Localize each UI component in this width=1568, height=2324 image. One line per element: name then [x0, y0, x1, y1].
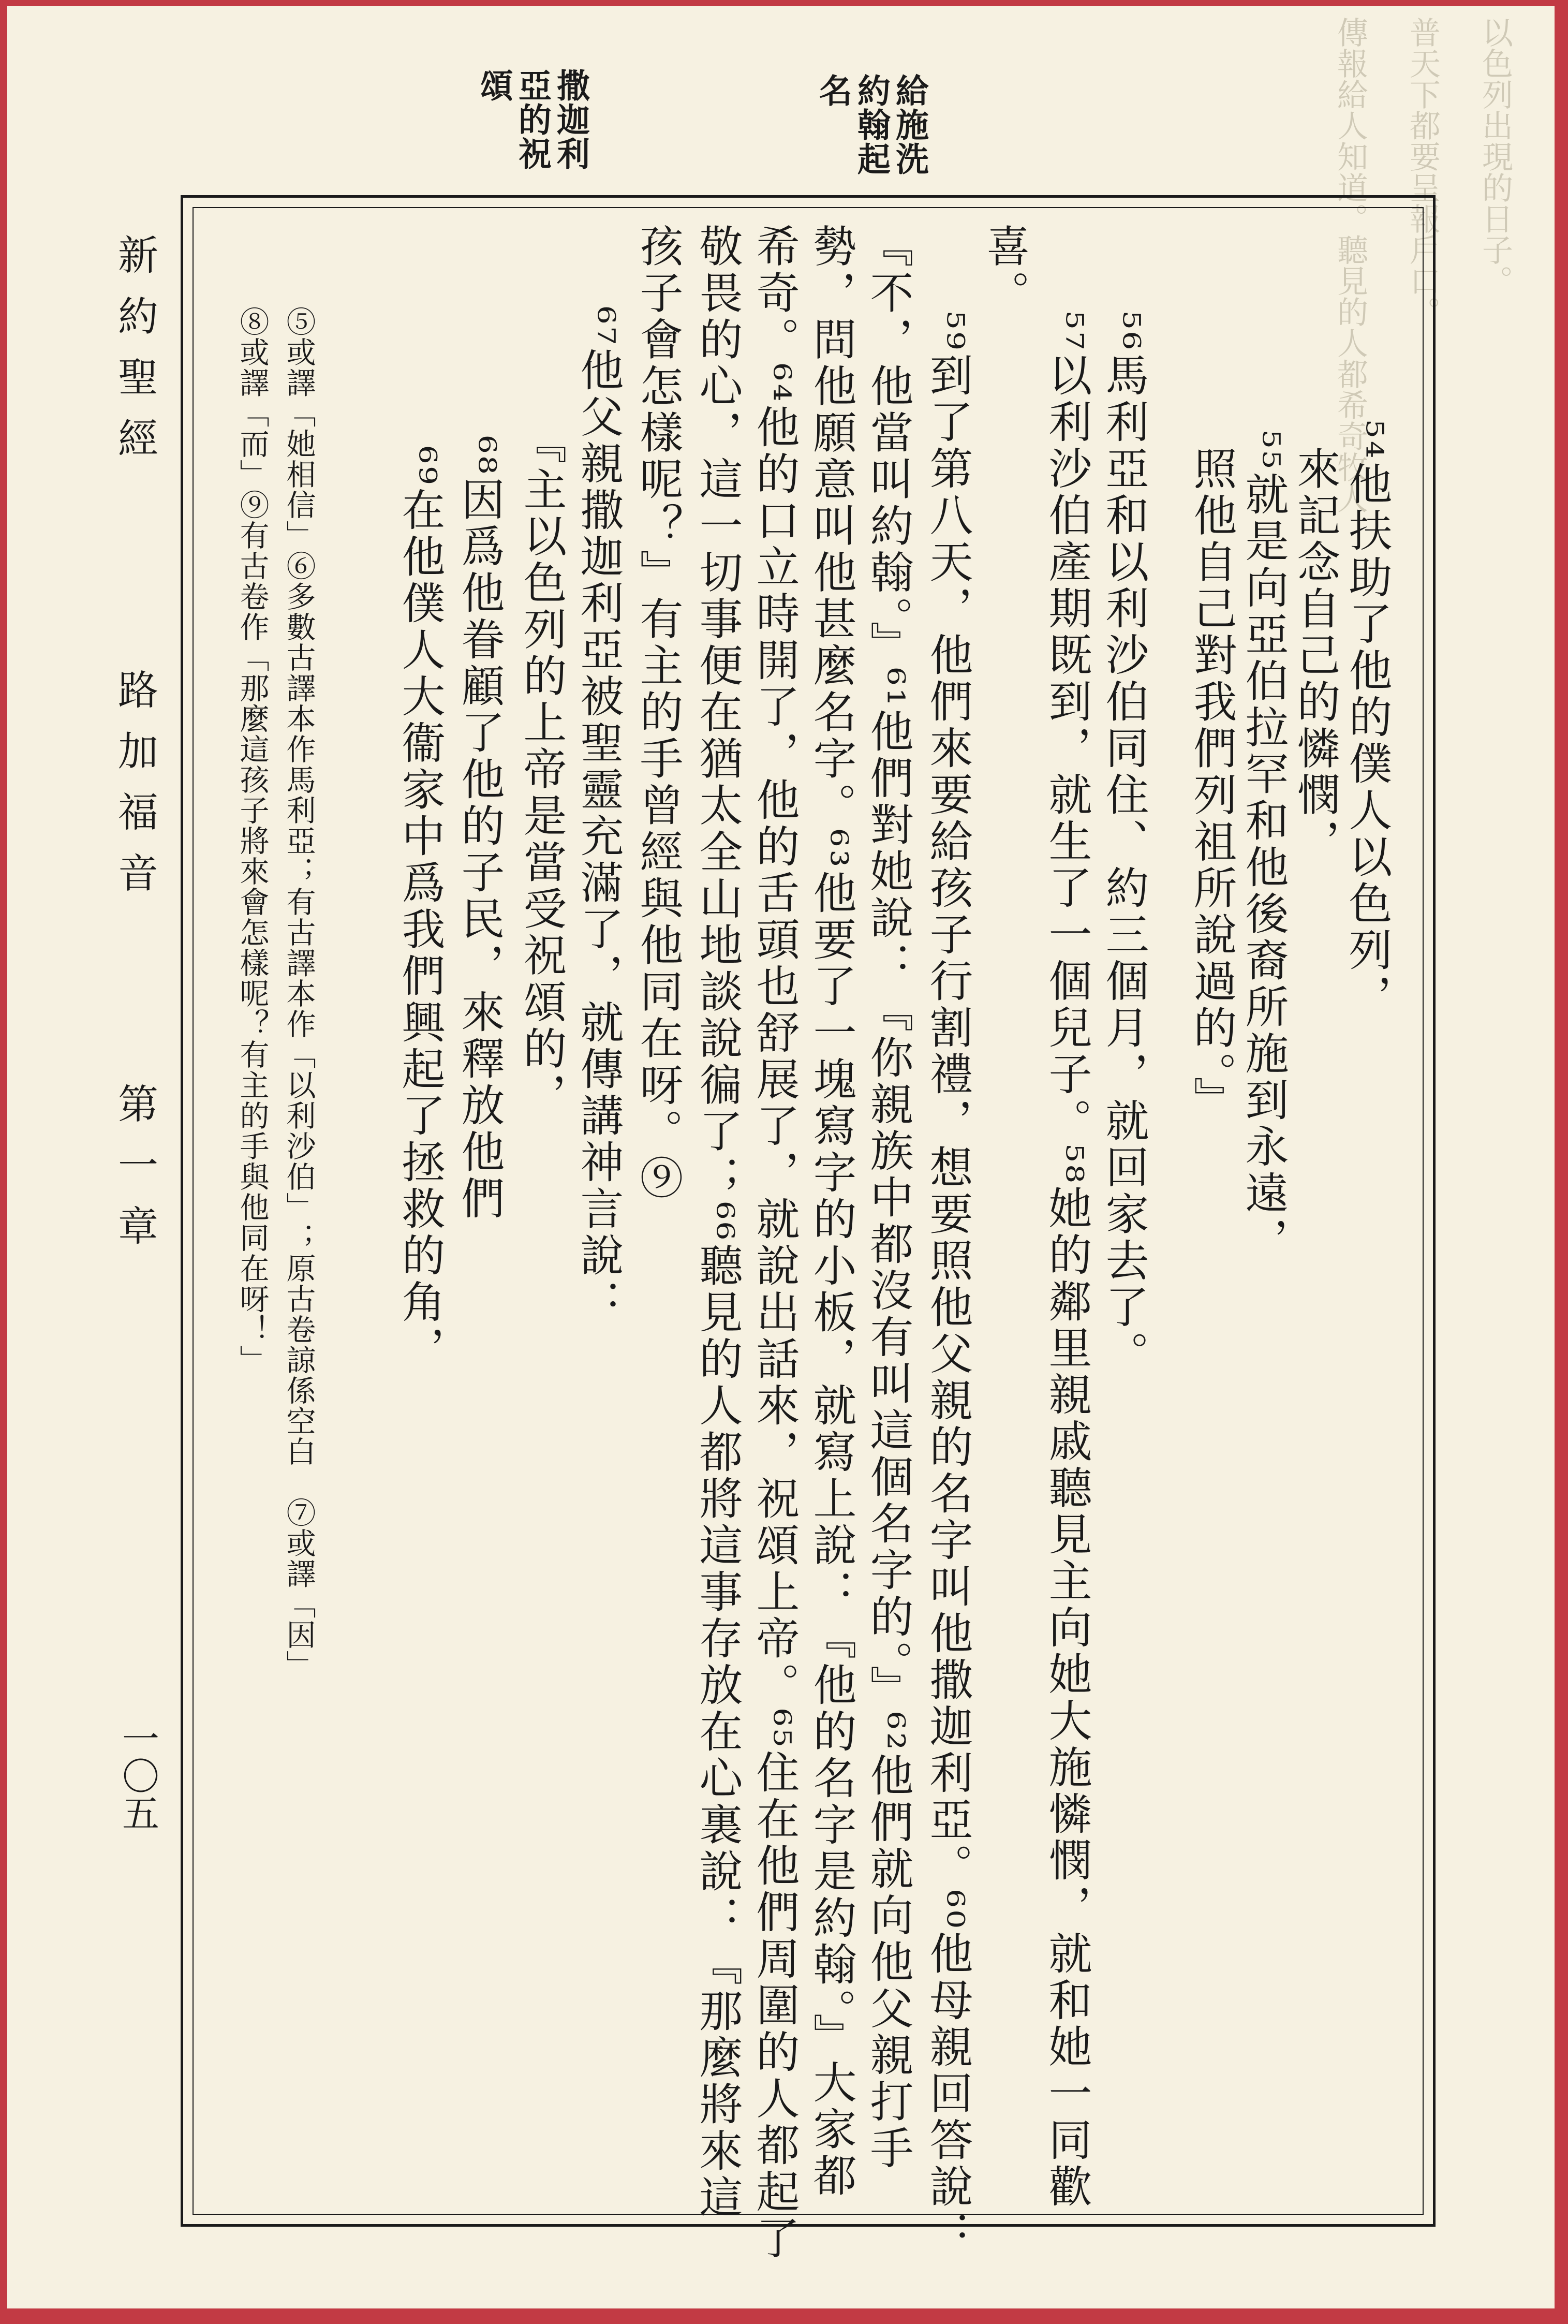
body-column: 喜。: [980, 224, 1030, 317]
verse-column: ⁵⁵就是向亞伯拉罕和他後裔所施到永遠，: [1238, 431, 1289, 1264]
book-title: 新約聖經: [111, 234, 158, 478]
body-column: ⁵⁶馬利亞和以利沙伯同住、約三個月，就回家去了。: [1099, 312, 1149, 1378]
book-page: [7, 6, 1555, 2308]
gospel-name: 路加福音: [111, 669, 158, 913]
chapter-label: 第一章: [111, 1083, 158, 1266]
verse-column: 照他自己對我們列祖所說過的。』: [1187, 446, 1237, 1123]
footnote-line: ⑧或譯「而」⑨有古卷作「那麼這孩子將來會怎樣呢？有主的手與他同在呀！」: [235, 306, 269, 1375]
body-column: ⁵⁹到了第八天，他們來要給孩子行割禮，想要照他父親的名字叫他撒迦利亞。⁶⁰他母親回答說：: [923, 312, 973, 2257]
body-column: 『不，他當叫約翰。』⁶¹他們對她說：『你親族中都沒有叫這個名字的。』⁶²他們就向他父親打手: [863, 224, 914, 2172]
body-column: ⁶⁸因爲他眷顧了他的子民，來釋放他們: [454, 436, 505, 1223]
verse-column: ⁵⁴他扶助了他的僕人以色列，: [1342, 420, 1393, 1021]
body-column: ⁶⁹在他僕人大衞家中爲我們興起了拯救的角，: [395, 446, 446, 1373]
verse-column: 來記念自己的憐憫，: [1290, 446, 1341, 865]
body-column: 勢，問他願意叫他甚麼名字。⁶³他要了一塊寫字的小板，就寫上說：『他的名字是約翰。』大家都: [806, 224, 857, 2200]
body-column: 孩子會怎樣呢？』有主的手曾經與他同在呀。⑨: [633, 224, 684, 1202]
body-column: ⁵⁷以利沙伯產期既到，就生了一個兒子。⁵⁸她的鄰里親戚聽見主向她大施憐憫，就和她一同歡: [1042, 312, 1092, 2211]
bleed-through-text: 普天下都要呈報戶口。: [1404, 17, 1441, 327]
body-column: 希奇。⁶⁴他的口立時開了，他的舌頭也舒展了，就說出話來，祝頌上帝。⁶⁵住在他們周圍的人都起了: [749, 224, 800, 2262]
body-column: ⁶⁷他父親撒迦利亞被聖靈充滿了，就傳講神言說：: [573, 306, 624, 1326]
bleed-through-text: 傳報給人知道。聽見的人都希奇牧人: [1332, 17, 1368, 513]
side-heading-naming-john: 給施洗約翰起名: [813, 73, 929, 176]
footnote-line: ⑤或譯「她相信」⑥多數古譯本作馬利亞；有古譯本作「以利沙伯」；原古卷諒係空白 ⑦或譯「因」: [282, 306, 316, 1681]
bleed-through-text: 以色列出現的日子。: [1477, 17, 1513, 296]
body-column: 『主以色列的上帝是當受祝頌的，: [516, 420, 567, 1119]
side-heading-zechariah-song: 撒迦利亞的祝頌: [475, 68, 590, 171]
body-column: 敬畏的心，這一切事便在猶太全山地談說徧了；⁶⁶聽見的人都將這事存放在心裏說：『那麼將來這: [692, 224, 743, 2222]
page-number: 一〇五: [116, 1719, 159, 1831]
